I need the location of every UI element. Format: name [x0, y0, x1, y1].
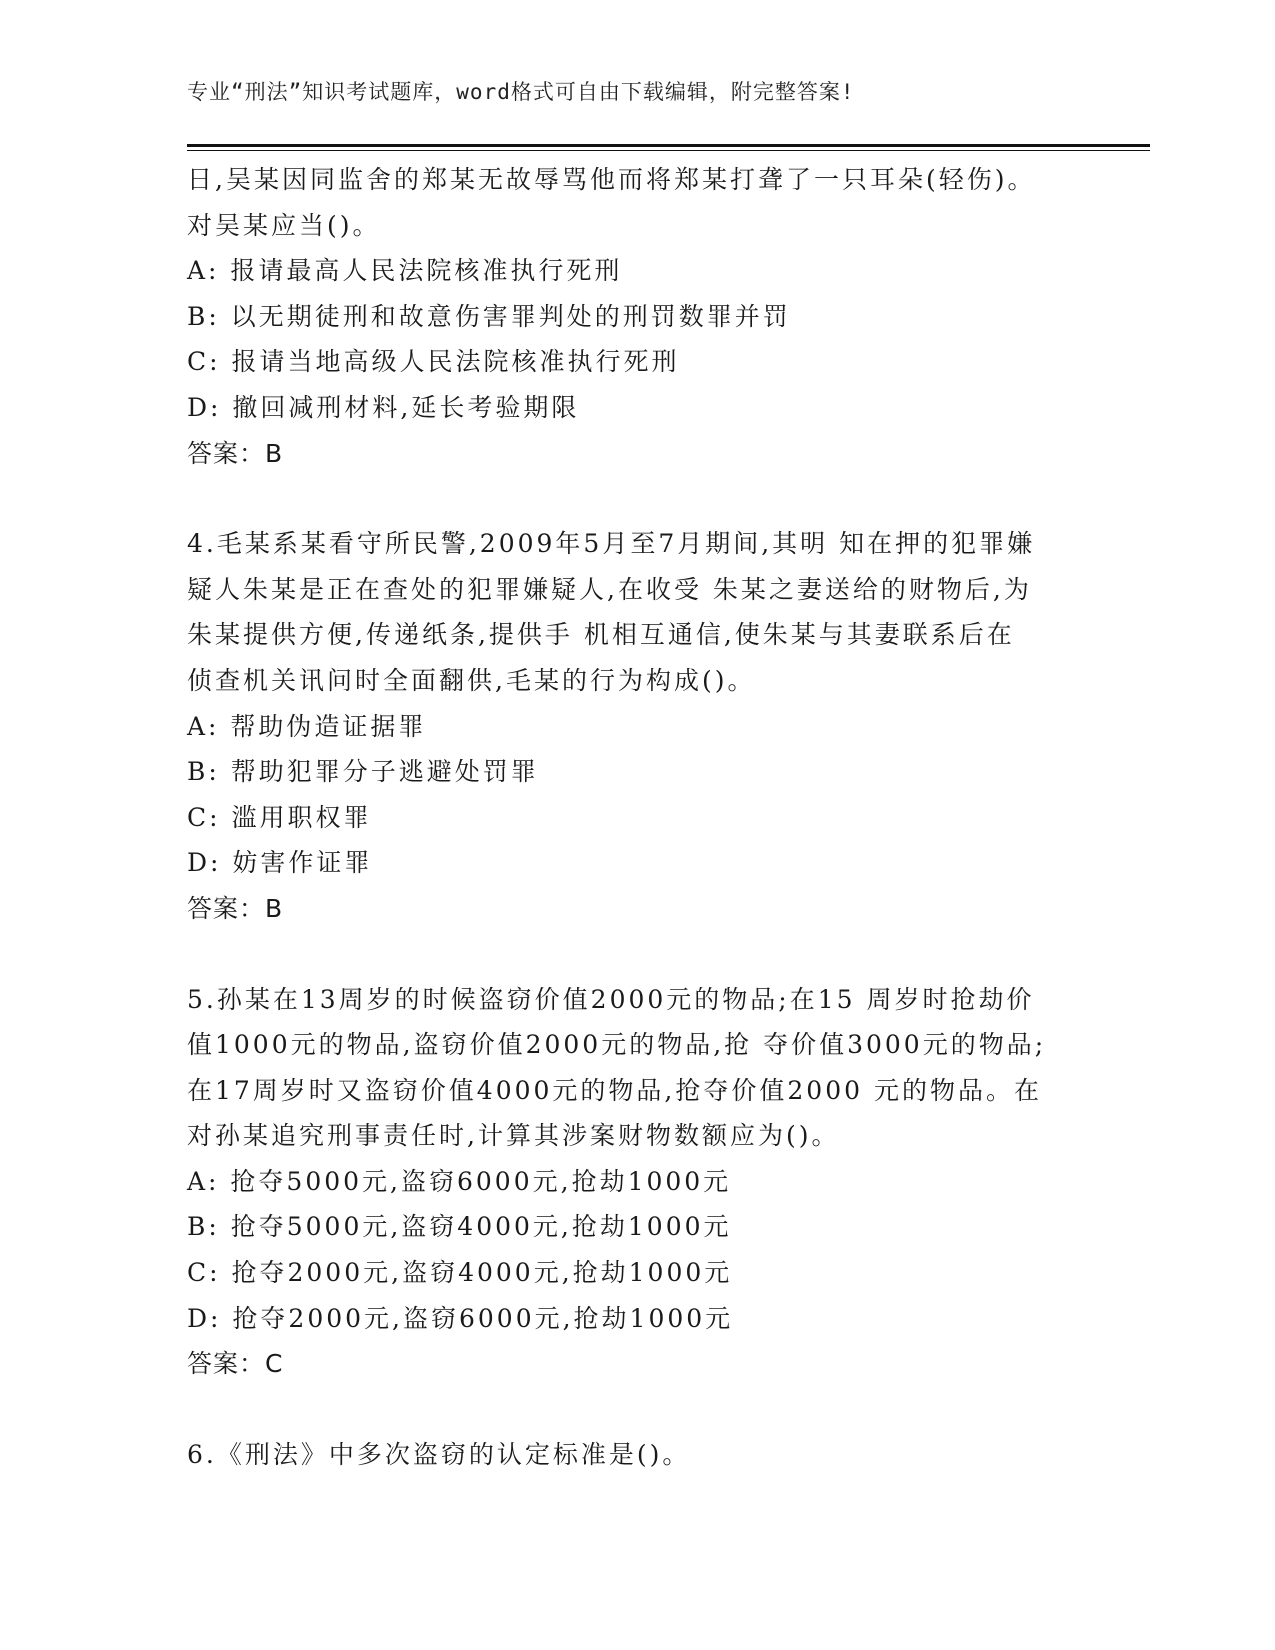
question-stem-line: 6.《刑法》中多次盗窃的认定标准是()。: [187, 1439, 691, 1469]
question-stem-line: 对孙某追究刑事责任时,计算其涉案财物数额应为()。: [187, 1121, 840, 1151]
question-4: [187, 521, 1107, 931]
answer-line: 答案：C: [187, 1349, 284, 1379]
option-d: D: 妨害作证罪: [187, 848, 373, 878]
option-b: B: 以无期徒刑和故意伤害罪判处的刑罚数罪并罚: [187, 301, 791, 331]
option-c: C: 抢夺2000元,盗窃4000元,抢劫1000元: [187, 1258, 733, 1288]
question-stem-line: 4.毛某系某看守所民警,2009年5月至7月期间,其明 知在押的犯罪嫌: [187, 529, 1036, 559]
option-c: C: 报请当地高级人民法院核准执行死刑: [187, 347, 680, 377]
question-stem-line: 朱某提供方便,传递纸条,提供手 机相互通信,使朱某与其妻联系后在: [187, 620, 1015, 650]
question-stem-line: 5.孙某在13周岁的时候盗窃价值2000元的物品;在15 周岁时抢劫价: [187, 984, 1035, 1014]
question-stem-line: 侦查机关讯问时全面翻供,毛某的行为构成()。: [187, 665, 756, 695]
question-stem-line: 对吴某应当()。: [187, 210, 381, 240]
answer-line: 答案：B: [187, 893, 284, 923]
header-rule-thick: [187, 144, 1150, 147]
option-b: B: 抢夺5000元,盗窃4000元,抢劫1000元: [187, 1212, 732, 1242]
option-b: B: 帮助犯罪分子逃避处罚罪: [187, 757, 539, 787]
question-spacer: [187, 932, 1107, 977]
option-d: D: 撤回减刑材料,延长考验期限: [187, 392, 580, 422]
question-stem-line: 值1000元的物品,盗窃价值2000元的物品,抢 夺价值3000元的物品;: [187, 1030, 1047, 1060]
option-a: A: 报请最高人民法院核准执行死刑: [187, 256, 623, 286]
option-a: A: 抢夺5000元,盗窃6000元,抢劫1000元: [187, 1166, 732, 1196]
question-stem-line: 日,吴某因同监舍的郑某无故辱骂他而将郑某打聋了一只耳朵(轻伤)。: [187, 165, 1036, 194]
document-body: [187, 157, 1107, 1477]
question-stem-line: 疑人朱某是正在查处的犯罪嫌疑人,在收受 朱某之妻送给的财物后,为: [187, 574, 1032, 604]
question-spacer: [187, 1387, 1107, 1432]
option-a: A: 帮助伪造证据罪: [187, 711, 427, 741]
option-c: C: 滥用职权罪: [187, 802, 372, 832]
header-rule-thin: [187, 150, 1150, 151]
option-d: D: 抢夺2000元,盗窃6000元,抢劫1000元: [187, 1303, 734, 1333]
question-5: [187, 977, 1107, 1387]
question-stem-line: 在17周岁时又盗窃价值4000元的物品,抢夺价值2000 元的物品。在: [187, 1075, 1042, 1105]
page-header: 专业“刑法”知识考试题库，word格式可自由下载编辑，附完整答案!: [187, 80, 855, 104]
question-6: [187, 1432, 1107, 1478]
answer-line: 答案：B: [187, 438, 284, 468]
question-spacer: [187, 476, 1107, 521]
question-3: [187, 157, 1107, 476]
